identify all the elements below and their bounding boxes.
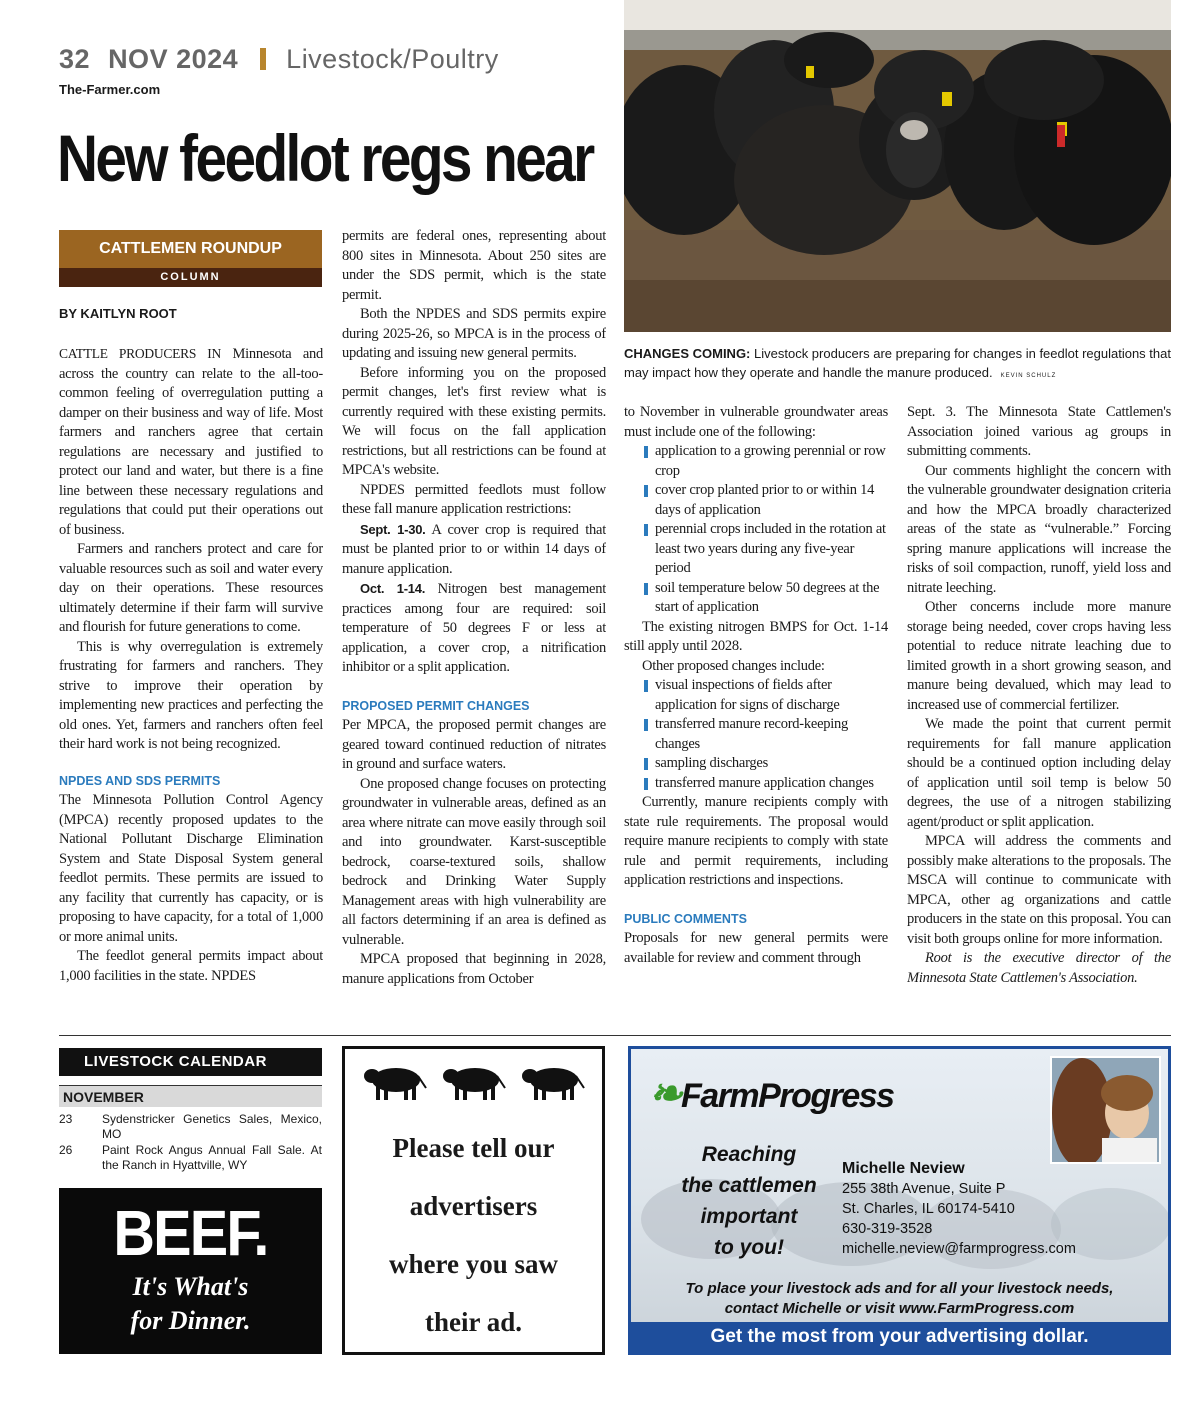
calendar-event [59, 1112, 322, 1142]
paragraph: This is why overregulation is extremely frustrating for farmers and ranchers. They strive to improve their operation by implementing new practices and perfecting the old ones. Yet, farmers and ranchers often feel their hard work is not being recognized. [59, 638, 323, 752]
event-text: Sydenstricker Genetics Sales, Mexico, MO [102, 1112, 322, 1141]
photo-caption: CHANGES COMING: Livestock producers are preparing for changes in feedlot regulations that may impact how they operate and handle the manure produced. KEVIN SCHULZ [624, 346, 1171, 380]
list-item: transferred manure record-keeping changes [624, 715, 888, 754]
paragraph: to November in vulnerable groundwater areas must include one of the following: [624, 404, 888, 440]
paragraph: Other concerns include more manure storage being needed, cover crops having less potential to reduce nitrate leaching due to limited growth in a short growing season, and manure being devalued, which may lead to increased use of commercial fertilizer. [907, 599, 1171, 713]
contact-block [842, 1159, 1076, 1259]
bull-icons [345, 1049, 602, 1107]
date-lead: Oct. 1-14. [360, 581, 426, 596]
page-folio [59, 44, 499, 75]
cattle-illustration [624, 0, 1171, 332]
advertisers-notice-ad [342, 1046, 605, 1355]
paragraph: Our comments highlight the concern with the vulnerable groundwater designation criteria and how the MPCA broadly characterized areas of the state as “vulnerable.” Forcing spring manure applications will increase the risks of soil compaction, runoff, yield loss and nitrate leeching. [907, 462, 1171, 596]
calendar-month: NOVEMBER [59, 1085, 322, 1107]
issue-date: NOV 2024 [108, 44, 239, 74]
caption-lead: CHANGES COMING: [624, 346, 751, 361]
beef-tagline-1: It's What's [132, 1272, 249, 1301]
paragraph: Currently, manure recipients comply with state rule requirements. The proposal would require manure recipients to comply with state rule and permit requirements, including application restrictions and inspections. [624, 794, 888, 888]
website: The-Farmer.com [59, 82, 161, 97]
ad-banner: Get the most from your advertising dollar. [631, 1322, 1168, 1352]
bullet-list [624, 676, 888, 793]
cattle-photo [624, 0, 1171, 332]
paragraph: Proposals for new general permits were available for review and comment through [624, 930, 888, 966]
paragraph: The Minnesota Pollution Control Agency (MPCA) recently proposed updates to the National Pollutant Discharge Elimination System and State Disposal System general feedlot permits. These permits are issued to any facility that currently has capacity, or is proposing to have capacity, for a total of 1,000 or more animal units. [59, 792, 323, 945]
list-item: perennial crops included in the rotation at least two years during any five-year period [624, 520, 888, 579]
column-badge [59, 230, 322, 287]
contact-portrait [1050, 1056, 1161, 1164]
article-column-1 [59, 344, 323, 1014]
beef-ad [59, 1188, 322, 1354]
farmprogress-ad [628, 1046, 1171, 1355]
place-ad-text: To place your livestock ads and for all your livestock needs, contact Michelle or visit www.FarmProgress.com [685, 1280, 1114, 1317]
paragraph: MPCA proposed that beginning in 2028, manure applications from October [342, 951, 606, 987]
author-bio: Root is the executive director of the Minnesota State Cattlemen's Association. [907, 950, 1171, 986]
paragraph: Other proposed changes include: [642, 657, 825, 674]
portrait-image [1052, 1058, 1161, 1164]
folio-separator [260, 48, 266, 70]
headline: New feedlot regs near [57, 121, 593, 195]
leaf-icon: ❧ [649, 1072, 682, 1116]
section-name: Livestock/Poultry [286, 44, 499, 74]
subhead: NPDES AND SDS PERMITS [59, 773, 221, 788]
section-divider [59, 1035, 1171, 1036]
phone: 630-319-3528 [842, 1221, 933, 1237]
event-day: 23 [59, 1112, 73, 1126]
paragraph: MPCA will address the comments and possibly make alterations to the proposals. The MSCA will continue to communicate with MPCA, other ag organizations and cattle producers in the state on this proposal. You can visit both groups online for more information. [907, 833, 1171, 947]
bull-icon [520, 1062, 586, 1104]
paragraph: CATTLE PRODUCERS IN Minnesota and across the country can relate to the all-too-common feeling of overregulation putting a damper on their business and way of life. Most farmers and ranchers agree that certain regulations are necessary and justified to protect our land and water, but there is a fine line between these necessary regulations and regulations that could put their operations out of business. [59, 346, 323, 538]
date-lead: Sept. 1-30. [360, 521, 426, 537]
list-item: transferred manure application changes [624, 774, 888, 794]
paragraph: NPDES permitted feedlots must follow these fall manure application restrictions: [342, 481, 606, 517]
list-item: sampling discharges [624, 754, 888, 774]
column-name: CATTLEMEN ROUNDUP [59, 230, 322, 268]
bull-icon [362, 1062, 428, 1104]
paragraph: Farmers and ranchers protect and care for valuable resources such as soil and water every day on their operations. These resources ultimately determine if their farm will survive and flourish for future generations to come. [59, 541, 323, 635]
farmprogress-logo: ❧FarmProgress [649, 1072, 894, 1116]
contact-name: Michelle Neview [842, 1160, 965, 1177]
paragraph: Sept. 1-30. A cover crop is required that must be planted prior to or within 14 days of manure application. [342, 521, 606, 577]
email: michelle.neview@farmprogress.com [842, 1241, 1076, 1257]
beef-tagline-2: for Dinner. [130, 1306, 251, 1335]
article-column-4 [907, 403, 1171, 1014]
photo-credit: KEVIN SCHULZ [1000, 373, 1057, 379]
tagline: Reaching the cattlemen important to you! [681, 1143, 817, 1259]
paragraph: Sept. 3. The Minnesota State Cattlemen's Association joined various ag groups in submitting comments. [907, 404, 1171, 459]
byline: BY KAITLYN ROOT [59, 306, 177, 321]
paragraph: One proposed change focuses on protecting groundwater in vulnerable areas, defined as an area where nitrate can move easily through soil and into groundwater. Karst-susceptible bedrock, coarse-textured soils, shallow bedrock and Drinking Water Supply Management areas with high vulnerability are all factors determining if an area is defined as vulnerable. [342, 775, 606, 948]
paragraph: The existing nitrogen BMPS for Oct. 1-14 still apply until 2028. [624, 618, 888, 654]
article-column-2 [342, 227, 606, 1014]
paragraph: Oct. 1-14. Nitrogen best management practices among four are required: soil temperature of 50 degrees F or less at application, a cover crop, a nitrification inhibitor or a split application. [342, 581, 606, 675]
list-item: soil temperature below 50 degrees at the start of application [624, 579, 888, 618]
advertisers-message: Please tell our advertisers where you saw their ad. [388, 1133, 558, 1337]
bull-icon [441, 1062, 507, 1104]
list-item: cover crop planted prior to or within 14 days of application [624, 481, 888, 520]
article-column-3 [624, 403, 888, 1014]
list-item: visual inspections of fields after application for signs of discharge [624, 676, 888, 715]
paragraph: Per MPCA, the proposed permit changes are geared toward continued reduction of nitrates in ground and surface waters. [342, 717, 606, 772]
page-number: 32 [59, 44, 91, 74]
column-type: COLUMN [59, 268, 322, 287]
paragraph: Before informing you on the proposed permit changes, let's first review what is currently required with these existing permits. We will focus on the fall application restrictions, but all restrictions can be found at MPCA's website. [342, 364, 606, 478]
paragraph: permits are federal ones, representing about 800 sites in Minnesota. About 250 sites are under the SDS permit, which is the state permit. [342, 228, 606, 303]
calendar-title: LIVESTOCK CALENDAR [59, 1048, 322, 1076]
address-line: St. Charles, IL 60174-5410 [842, 1201, 1015, 1217]
bullet-list [624, 442, 888, 618]
lead-in: CATTLE PRODUCERS IN [59, 346, 222, 361]
paragraph: Both the NPDES and SDS permits expire during 2025-26, so MPCA is in the process of updating and issuing new general permits. [342, 306, 606, 361]
subhead: PUBLIC COMMENTS [624, 911, 747, 926]
address-line: 255 38th Avenue, Suite P [842, 1181, 1006, 1197]
beef-title: BEEF. [113, 1197, 268, 1269]
event-day: 26 [59, 1143, 73, 1157]
subhead: PROPOSED PERMIT CHANGES [342, 698, 530, 713]
list-item: application to a growing perennial or row crop [624, 442, 888, 481]
paragraph: We made the point that current permit requirements for fall manure application should be a continued option including delay of application until soil temp is below 50 degrees, the use of a nitrogen stabilizing agent/product or split application. [907, 716, 1171, 830]
paragraph: The feedlot general permits impact about 1,000 facilities in the state. NPDES [59, 948, 323, 984]
event-text: Paint Rock Angus Annual Fall Sale. At the Ranch in Hyattville, WY [102, 1143, 322, 1172]
calendar-event [59, 1143, 322, 1173]
